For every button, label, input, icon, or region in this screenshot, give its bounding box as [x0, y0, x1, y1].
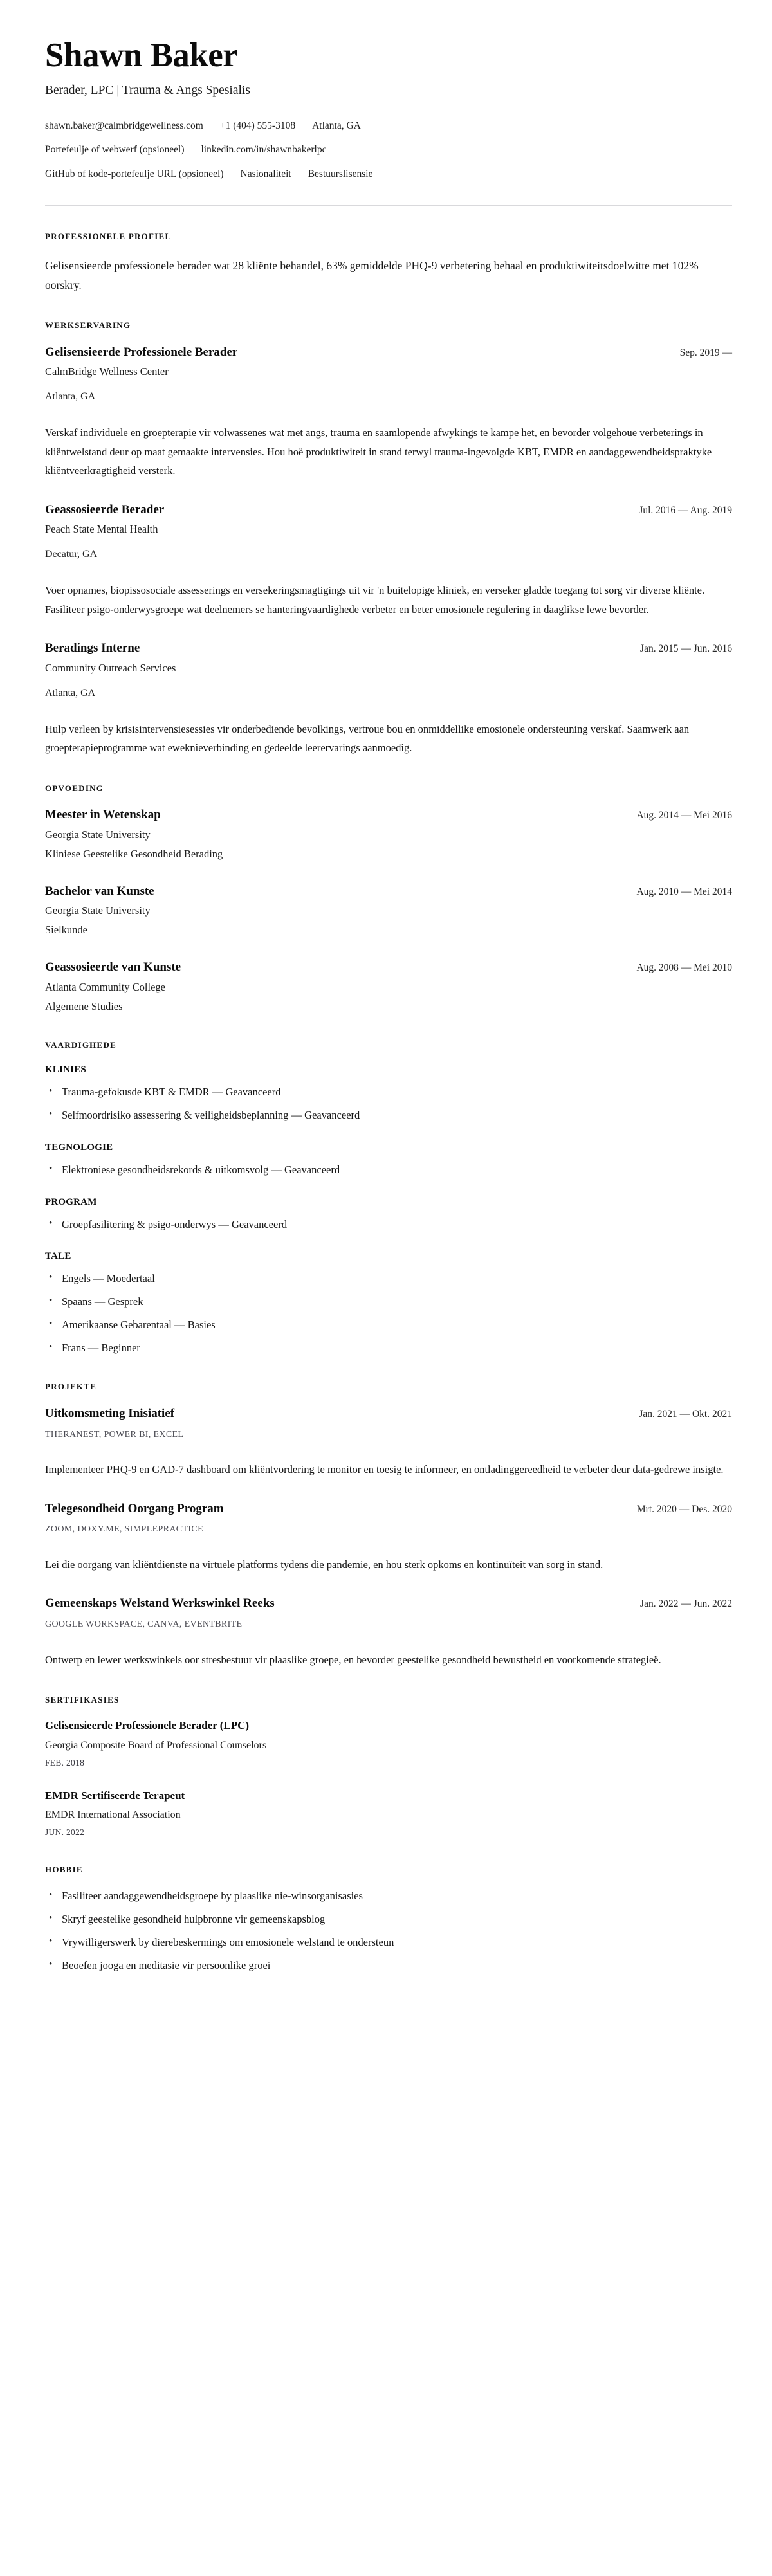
school-name: Georgia State University	[45, 904, 151, 917]
field-of-study: Sielkunde	[45, 924, 87, 936]
section-heading-projects: PROJEKTE	[45, 1382, 97, 1392]
skill-list	[45, 1217, 732, 1233]
education-entry	[45, 960, 732, 1014]
job-company: Peach State Mental Health	[45, 523, 158, 536]
skill-list	[45, 1084, 732, 1124]
job-location: Atlanta, GA	[45, 687, 96, 699]
project-date-range: Mrt. 2020 — Des. 2020	[636, 1503, 732, 1515]
education-entry	[45, 884, 732, 938]
degree-title: Meester in Wetenskap	[45, 808, 161, 822]
skill-item: • Trauma-gefokusde KBT & EMDR — Geavanceerd	[45, 1084, 732, 1101]
skill-group-label: TALE	[45, 1251, 71, 1262]
project-tech-stack: ZOOM, DOXY.ME, SIMPLEPRACTICE	[45, 1524, 203, 1535]
section-heading-skills: VAARDIGHEDE	[45, 1039, 117, 1050]
project-description: Lei die oorgang van kliëntdienste na virtuele platforms tydens die pandemie, en hou sterk opkoms en kontinuïteit van sorg in stand.	[45, 1558, 603, 1571]
job-description: Hulp verleen by krisisintervensiesessies vir onderbediende bevolkings, vertroue bou en onmiddellike emosionele ondersteuning verskaf. Saamwerk aan groepterapieprogramme wat eweknieverbinding en gedeelde leerervarings aanmoedig.	[45, 722, 690, 754]
project-description: Implementeer PHQ-9 en GAD-7 dashboard om kliëntvordering te monitor en toesig te informeer, en ontladinggereedheid te verbeter deur data-gedrewe insigte.	[45, 1463, 724, 1476]
language-item: • Spaans — Gesprek	[45, 1294, 732, 1310]
job-title: Gelisensieerde Professionele Berader	[45, 345, 238, 359]
skill-group-tegnologie	[45, 1142, 732, 1178]
project-entry-header	[45, 1596, 732, 1612]
hobby-item: • Vrywilligerswerk by dierebeskermings om emosionele welstand te ondersteun	[45, 1935, 732, 1951]
project-description: Ontwerp en lewer werkswinkels oor stresbestuur vir plaaslike groepe, en bevorder geestelike gesondheid bewustheid en voorkomende strategieë.	[45, 1653, 661, 1666]
profile-summary-text: Gelisensieerde professionele berader wat 28 kliënte behandel, 63% gemiddelde PHQ-9 verbetering behaal en produktiwiteitsdoelwitte met 102% oorskry.	[45, 259, 699, 291]
skill-group-label: KLINIES	[45, 1064, 86, 1075]
header-divider	[45, 205, 732, 206]
contact-phone[interactable]: +1 (404) 555-3108	[219, 120, 296, 131]
section-heading-profile: PROFESSIONELE PROFIEL	[45, 232, 172, 242]
project-date-range: Jan. 2022 — Jun. 2022	[640, 1598, 732, 1610]
job-title: Geassosieerde Berader	[45, 502, 165, 516]
certification-date: FEB. 2018	[45, 1757, 85, 1768]
experience-entry	[45, 641, 732, 758]
project-title: Telegesondheid Oorgang Program	[45, 1501, 224, 1515]
job-company: Community Outreach Services	[45, 661, 176, 674]
experience-entry	[45, 502, 732, 619]
hobby-item: • Beoefen jooga en meditasie vir persoonlike groei	[45, 1958, 732, 1974]
degree-date-range: Aug. 2008 — Mei 2010	[636, 962, 732, 974]
section-work-experience	[45, 320, 732, 758]
job-description: Voer opnames, biopissosociale assesserings en versekeringsmagtigings uit vir 'n buitelopige kliniek, en verseker gladde toegang tot sorg vir diverse kliënte. Fasiliteer psigo-onderwysgroepe wat deelnemers se hanteringvaardighede verbeter en beter emosionele regulering in daaglikse lewe bevorder.	[45, 584, 705, 616]
contact-drivers-license: Bestuurslisensie	[308, 169, 373, 180]
hobby-list	[45, 1888, 732, 1973]
degree-title: Geassosieerde van Kunste	[45, 960, 181, 974]
job-date-range: Jan. 2015 — Jun. 2016	[640, 643, 732, 655]
job-location: Atlanta, GA	[45, 391, 96, 403]
section-hobbies	[45, 1865, 732, 1974]
section-heading-experience: WERKSERVARING	[45, 320, 131, 331]
job-location: Decatur, GA	[45, 549, 98, 560]
experience-entry-header	[45, 641, 732, 657]
section-education	[45, 783, 732, 1014]
certification-title: EMDR Sertifiseerde Terapeut	[45, 1789, 185, 1802]
contact-portfolio[interactable]: Portefeulje of webwerf (opsioneel)	[45, 144, 185, 156]
experience-entry-header	[45, 345, 732, 361]
contact-row-extra	[45, 168, 732, 181]
candidate-name: Shawn Baker	[45, 37, 238, 74]
project-tech-stack: THERANEST, POWER BI, EXCEL	[45, 1429, 184, 1439]
certification-entry	[45, 1789, 732, 1839]
job-title: Beradings Interne	[45, 641, 140, 655]
education-entry	[45, 807, 732, 862]
certification-entry	[45, 1719, 732, 1769]
section-professional-profile	[45, 232, 732, 295]
job-description: Verskaf individuele en groepterapie vir volwassenes wat met angs, trauma en saamlopende afwykings te kampe het, en bevorder volgehoue verbeterings in kliëntwelstand deur op maat gemaakte intervensies. Hou hoë produktiwiteit in stand terwyl trauma-ingevolgde KBT, EMDR en aandaggewendheidspraktyke kliëntveerkragtigheid versterk.	[45, 426, 712, 477]
school-name: Georgia State University	[45, 828, 151, 841]
language-item: • Amerikaanse Gebarentaal — Basies	[45, 1317, 732, 1333]
school-name: Atlanta Community College	[45, 980, 165, 993]
language-item: • Frans — Beginner	[45, 1340, 732, 1357]
contact-email[interactable]: shawn.baker@calmbridgewellness.com	[45, 120, 203, 131]
contact-linkedin[interactable]: linkedin.com/in/shawnbakerlpc	[201, 144, 327, 156]
contact-row-primary	[45, 120, 732, 133]
language-list	[45, 1271, 732, 1356]
section-projects	[45, 1382, 732, 1669]
experience-entry-header	[45, 502, 732, 518]
field-of-study: Kliniese Geestelike Gesondheid Berading	[45, 847, 223, 860]
field-of-study: Algemene Studies	[45, 1000, 123, 1012]
section-heading-hobbies: HOBBIE	[45, 1864, 83, 1874]
skill-group-klinies	[45, 1064, 732, 1124]
contact-nationality: Nasionaliteit	[240, 169, 291, 180]
skill-item: • Elektroniese gesondheidsrekords & uitkomsvolg — Geavanceerd	[45, 1162, 732, 1178]
job-date-range: Sep. 2019 —	[679, 347, 732, 358]
skill-group-tale	[45, 1250, 732, 1356]
job-company: CalmBridge Wellness Center	[45, 365, 169, 378]
contact-row-links	[45, 143, 732, 157]
project-date-range: Jan. 2021 — Okt. 2021	[639, 1408, 732, 1420]
degree-title: Bachelor van Kunste	[45, 884, 154, 898]
project-entry-header	[45, 1406, 732, 1422]
skill-group-label: PROGRAM	[45, 1196, 97, 1207]
education-entry-header	[45, 807, 732, 823]
contact-github[interactable]: GitHub of kode-portefeulje URL (opsioneel)	[45, 169, 224, 180]
project-entry	[45, 1406, 732, 1479]
skill-group-label: TEGNOLOGIE	[45, 1142, 113, 1153]
skill-item: • Selfmoordrisiko assessering & veiligheidsbeplanning — Geavanceerd	[45, 1108, 732, 1124]
skill-item: • Groepfasilitering & psigo-onderwys — Geavanceerd	[45, 1217, 732, 1233]
project-entry-header	[45, 1501, 732, 1517]
certification-date: JUN. 2022	[45, 1827, 85, 1837]
project-title: Uitkomsmeting Inisiatief	[45, 1406, 175, 1420]
section-heading-education: OPVOEDING	[45, 783, 104, 793]
project-entry	[45, 1596, 732, 1669]
hobby-item: • Fasiliteer aandaggewendheidsgroepe by plaaslike nie-winsorganisasies	[45, 1888, 732, 1905]
project-entry	[45, 1501, 732, 1575]
education-entry-header	[45, 884, 732, 900]
project-title: Gemeenskaps Welstand Werkswinkel Reeks	[45, 1596, 275, 1611]
skill-list	[45, 1162, 732, 1178]
degree-date-range: Aug. 2010 — Mei 2014	[636, 886, 732, 897]
certification-title: Gelisensieerde Professionele Berader (LPC)	[45, 1719, 250, 1732]
section-skills	[45, 1040, 732, 1357]
project-tech-stack: GOOGLE WORKSPACE, CANVA, EVENTBRITE	[45, 1619, 243, 1629]
experience-entry	[45, 345, 732, 480]
certification-issuer: Georgia Composite Board of Professional Counselors	[45, 1739, 267, 1751]
section-heading-certifications: SERTIFIKASIES	[45, 1694, 120, 1704]
candidate-headline: Berader, LPC | Trauma & Angs Spesialis	[45, 84, 250, 98]
education-entry-header	[45, 960, 732, 976]
certification-issuer: EMDR International Association	[45, 1809, 181, 1820]
skill-group-program	[45, 1196, 732, 1233]
language-item: • Engels — Moedertaal	[45, 1271, 732, 1287]
degree-date-range: Aug. 2014 — Mei 2016	[636, 810, 732, 821]
job-date-range: Jul. 2016 — Aug. 2019	[639, 504, 732, 516]
section-certifications	[45, 1695, 732, 1839]
contact-location: Atlanta, GA	[312, 120, 361, 131]
hobby-item: • Skryf geestelike gesondheid hulpbronne vir gemeenskapsblog	[45, 1912, 732, 1928]
resume-header	[45, 37, 732, 181]
